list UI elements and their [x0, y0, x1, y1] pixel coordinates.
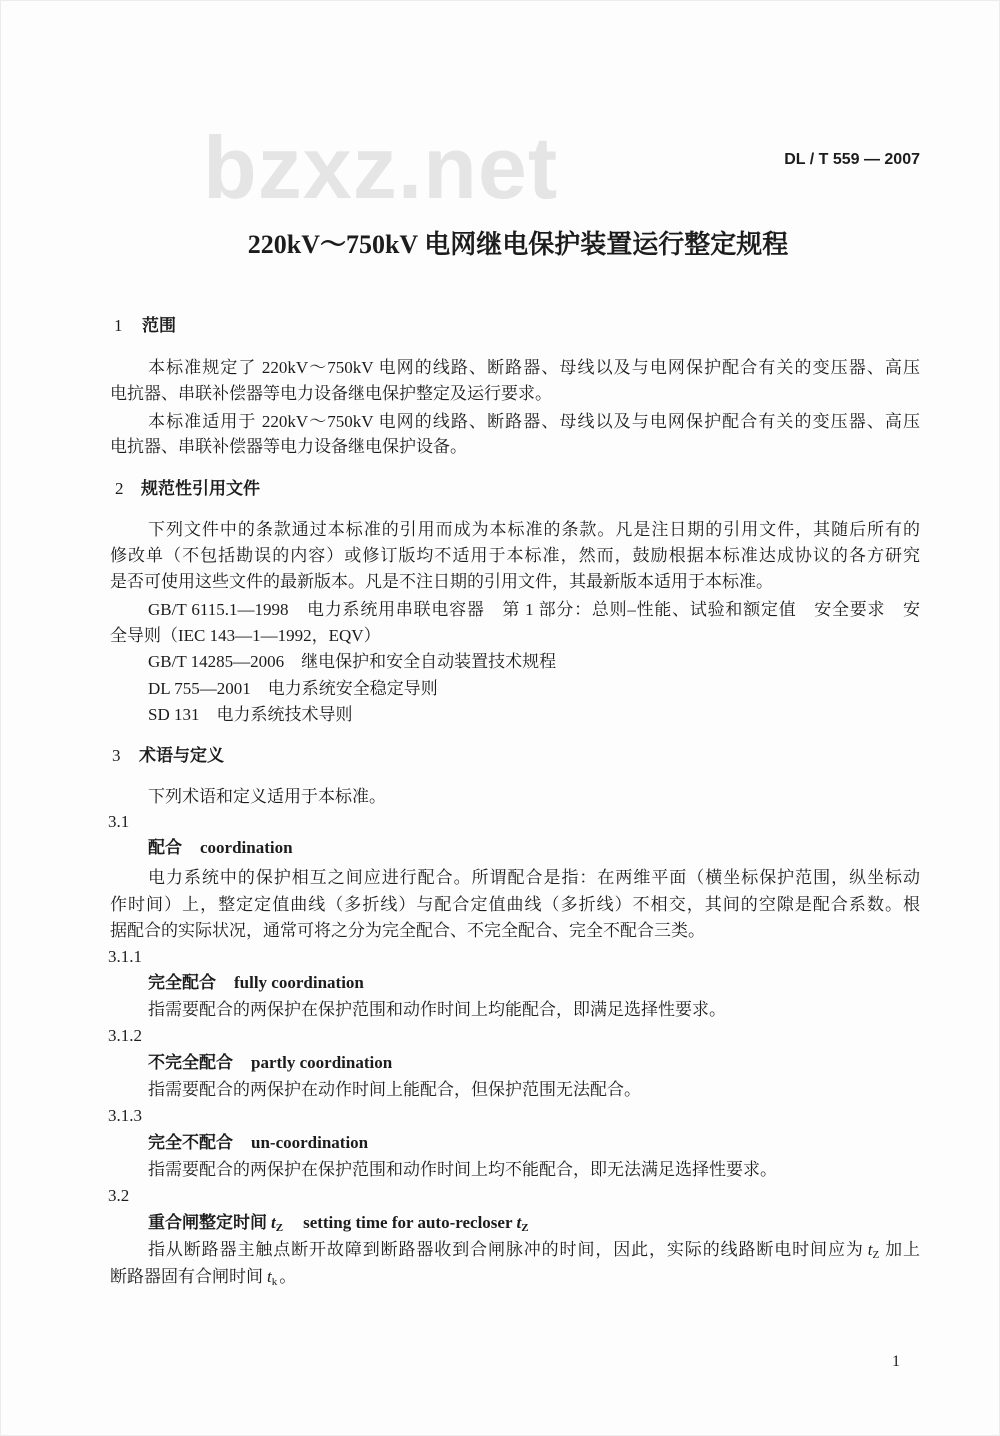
- definition-line: 作时间）上，整定定值曲线（多折线）与配合定值曲线（多折线）不相交，其间的空隙是配合系数。根: [110, 895, 920, 914]
- section-number: 3: [112, 746, 121, 765]
- watermark: bzxz.net: [203, 118, 559, 217]
- term-english: fully coordination: [234, 973, 364, 992]
- paragraph-line: 是否可使用这些文件的最新版本。凡是不注日期的引用文件，其最新版本适用于本标准。: [110, 572, 773, 591]
- term-heading: [148, 1212, 531, 1239]
- term-english: un-coordination: [251, 1133, 369, 1152]
- reference-entry: GB/T 14285—2006 继电保护和安全自动装置技术规程: [148, 652, 557, 671]
- reference-entry: GB/T 6115.1—1998 电力系统用串联电容器 第 1 部分：总则–性能、试验和额定值 安全要求 安: [148, 600, 920, 619]
- symbol-t: t: [516, 1213, 522, 1232]
- clause-number: 3.1.2: [108, 1026, 142, 1045]
- reference-entry: 全导则（IEC 143—1—1992，EQV）: [110, 626, 381, 645]
- section-number: 2: [115, 479, 124, 498]
- symbol-t: t: [271, 1213, 276, 1232]
- definition-line: [148, 1239, 920, 1266]
- term-english: partly coordination: [251, 1053, 393, 1072]
- definition-text: 加上: [884, 1240, 921, 1259]
- term-english: coordination: [200, 838, 293, 857]
- term-chinese: 不完全配合: [148, 1053, 233, 1073]
- symbol-subscript: Z: [872, 1249, 880, 1261]
- reference-entry: DL 755—2001 电力系统安全稳定导则: [148, 679, 438, 698]
- symbol-subscript: Z: [275, 1222, 284, 1234]
- symbol-subscript: Z: [521, 1222, 529, 1234]
- symbol-t: t: [867, 1240, 873, 1259]
- paragraph-line: 电抗器、串联补偿器等电力设备继电保护设备。: [110, 437, 467, 456]
- paragraph-line: 电抗器、串联补偿器等电力设备继电保护整定及运行要求。: [110, 384, 552, 403]
- clause-number: 3.1.1: [108, 947, 142, 966]
- section-heading: 规范性引用文件: [141, 479, 260, 499]
- section-heading: 术语与定义: [139, 746, 224, 766]
- clause-number: 3.2: [108, 1186, 130, 1205]
- term-chinese: 重合闸整定时间: [148, 1213, 267, 1233]
- definition-text: 。: [279, 1267, 297, 1286]
- definition-line: 电力系统中的保护相互之间应进行配合。所谓配合是指：在两维平面（横坐标保护范围，纵坐标动: [148, 868, 920, 887]
- term-heading: [148, 1132, 368, 1154]
- symbol-subscript: k: [271, 1276, 278, 1288]
- definition-text: 指从断路器主触点断开故障到断路器收到合闸脉冲的时间，因此，实际的线路断电时间应为: [148, 1240, 864, 1259]
- definition-line: 指需要配合的两保护在保护范围和动作时间上均能配合，即满足选择性要求。: [148, 1000, 726, 1019]
- clause-number: 3.1.3: [108, 1106, 142, 1125]
- definition-line: 指需要配合的两保护在保护范围和动作时间上均不能配合，即无法满足选择性要求。: [148, 1160, 777, 1179]
- paragraph-line: 本标准规定了 220kV～750kV 电网的线路、断路器、母线以及与电网保护配合有关的变压器、高压: [148, 358, 920, 377]
- term-chinese: 配合: [148, 838, 182, 858]
- standard-number: DL / T 559 — 2007: [784, 151, 920, 168]
- section-number: 1: [114, 316, 123, 335]
- definition-line: 据配合的实际状况，通常可将之分为完全配合、不完全配合、完全不配合三类。: [110, 921, 705, 940]
- document-title: 220kV～750kV 电网继电保护装置运行整定规程: [247, 230, 789, 259]
- paragraph-line: 修改单（不包括勘误的内容）或修订版均不适用于本标准，然而，鼓励根据本标准达成协议的各方研究: [110, 546, 920, 565]
- page-number: 1: [892, 1353, 900, 1370]
- paragraph-line: 本标准适用于 220kV～750kV 电网的线路、断路器、母线以及与电网保护配合有关的变压器、高压: [148, 412, 920, 431]
- term-heading: [148, 1052, 392, 1074]
- term-chinese: 完全不配合: [148, 1133, 233, 1153]
- symbol-t: t: [267, 1267, 272, 1286]
- term-chinese: 完全配合: [148, 973, 216, 993]
- definition-line: [110, 1266, 920, 1293]
- section-heading: 范围: [142, 316, 176, 336]
- definition-text: 断路器固有合闸时间: [110, 1267, 263, 1286]
- definition-line: 指需要配合的两保护在动作时间上能配合，但保护范围无法配合。: [148, 1080, 641, 1099]
- clause-number: 3.1: [108, 812, 130, 831]
- paragraph-line: 下列术语和定义适用于本标准。: [148, 787, 386, 806]
- term-heading: [148, 972, 364, 994]
- reference-entry: SD 131 电力系统技术导则: [148, 705, 353, 724]
- term-heading: [148, 837, 293, 859]
- term-english: setting time for auto-recloser: [303, 1213, 513, 1232]
- paragraph-line: 下列文件中的条款通过本标准的引用而成为本标准的条款。凡是注日期的引用文件，其随后所有的: [148, 520, 920, 539]
